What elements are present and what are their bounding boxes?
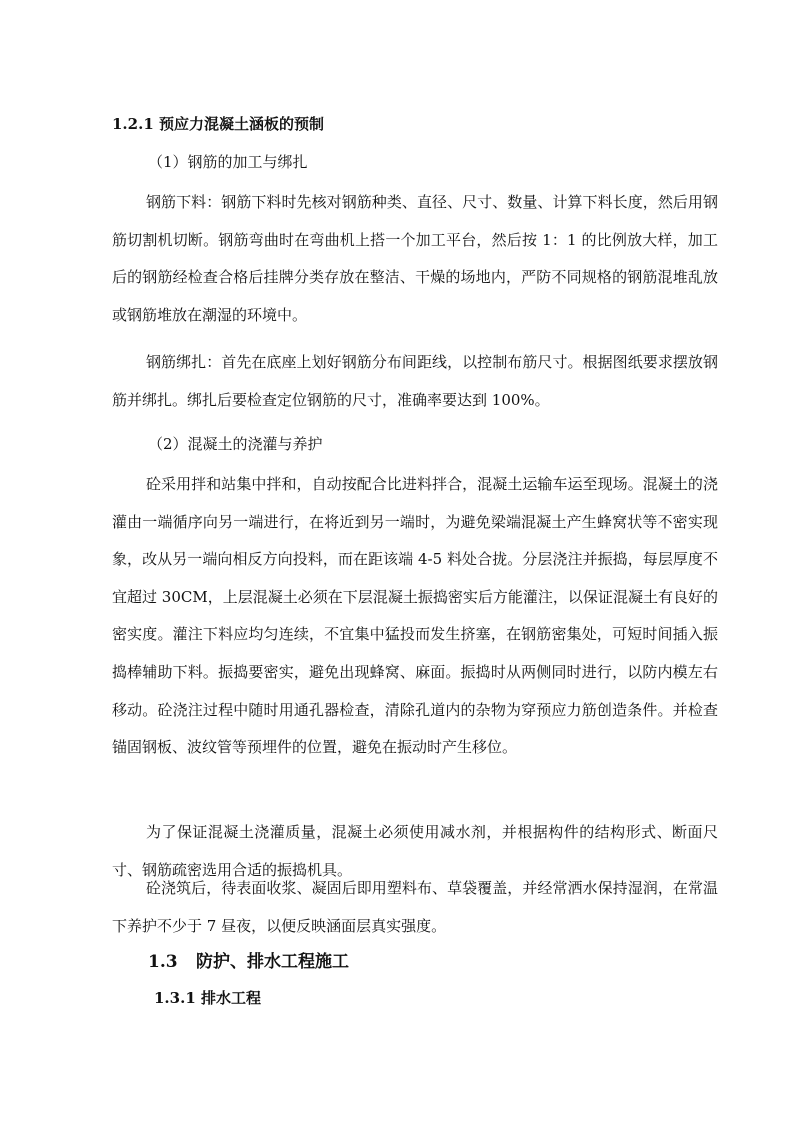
section-number: 1.3: [148, 952, 178, 972]
heading-1-3: [148, 948, 349, 976]
heading-1-2-1: 1.2.1 预应力混凝土涵板的预制: [112, 115, 324, 133]
paragraph-concrete-pouring: 砼采用拌和站集中拌和，自动按配合比进料拌合，混凝土运输车运至现场。混凝土的浇灌由一端循序向另一端进行，在将近到另一端时，为避免梁端混凝土产生蜂窝状等不密实现象，改从另一端向相反方向投料，而在距该端 4-5 料处合拢。分层浇注并振捣，每层厚度不宜超过 30CM，上层混凝土必须在下层混凝土振捣密实后方能灌注，以保证混凝土有良好的密实度。灌注下料应均匀连续，不宜集中猛投而发生挤塞，在钢筋密集处，可短时间插入振捣棒辅助下料。振捣要密实，避免出现蜂窝、麻面。振捣时从两侧同时进行，以防内模左右移动。砼浇注过程中随时用通孔器检查，清除孔道内的杂物为穿预应力筋创造条件。并检查锚固钢板、波纹管等预埋件的位置，避免在振动时产生移位。: [112, 475, 718, 757]
paragraph-pouring-quality: 为了保证混凝土浇灌质量，混凝土必须使用减水剂，并根据构件的结构形式、断面尺寸、钢筋疏密选用合适的振捣机具。: [112, 823, 718, 879]
item-rebar-processing: （1）钢筋的加工与绑扎: [148, 153, 308, 171]
heading-1-3-1: 1.3.1 排水工程: [154, 989, 261, 1007]
paragraph-rebar-binding: 钢筋绑扎：首先在底座上划好钢筋分布间距线，以控制布筋尺寸。根据图纸要求摆放钢筋并绑扎。绑扎后要检查定位钢筋的尺寸，准确率要达到 100%。: [112, 353, 718, 409]
paragraph-curing: 砼浇筑后，待表面收浆、凝固后即用塑料布、草袋覆盖，并经常洒水保持湿润，在常温下养护不少于 7 昼夜，以便反映涵面层真实强度。: [112, 879, 718, 935]
item-concrete-pouring: （2）混凝土的浇灌与养护: [148, 435, 323, 453]
paragraph-rebar-cutting: 钢筋下料：钢筋下料时先核对钢筋种类、直径、尺寸、数量、计算下料长度，然后用钢筋切割机切断。钢筋弯曲时在弯曲机上搭一个加工平台，然后按 1：1 的比例放大样，加工后的钢筋经检查合格后挂牌分类存放在整洁、干燥的场地内，严防不同规格的钢筋混堆乱放或钢筋堆放在潮湿的环境中。: [112, 193, 718, 324]
section-title: 防护、排水工程施工: [196, 952, 349, 972]
